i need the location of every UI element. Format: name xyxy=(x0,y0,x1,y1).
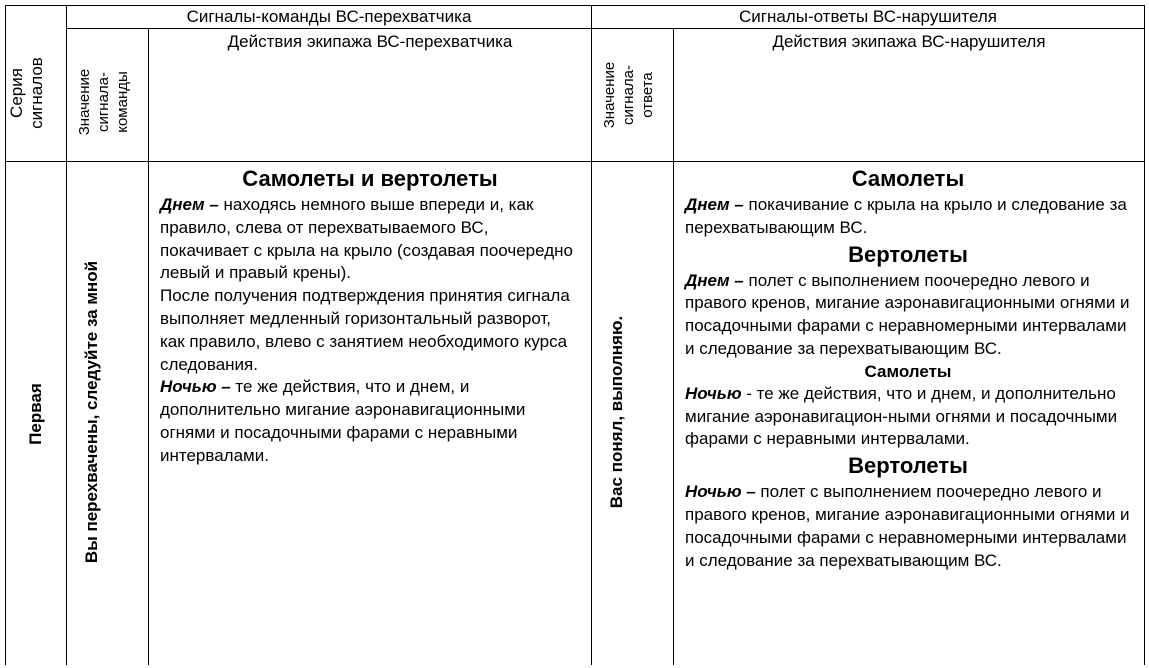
header-right-group: Сигналы-ответы ВС-нарушителя xyxy=(738,7,997,26)
header-bottom-line xyxy=(5,161,1145,162)
violator-heli-night-paragraph xyxy=(685,481,1131,572)
violator-planes-night-text: - те же действия, что и днем, и дополнительно мигание аэронавигацион-ными огнями и посадочными фарами с неравными интервалами. xyxy=(685,383,1118,449)
header-subline xyxy=(66,28,1144,29)
header-series xyxy=(7,28,63,158)
violator-heli-day-text: полет с выполнением поочередно левого и правого кренов, мигание аэронавигационными огнями и посадочными фарами с неравномерными интервалами и следование за перехватывающим ВС. xyxy=(685,270,1130,358)
violator-planes-day-text: покачивание с крыла на крыло и следование за перехватывающим ВС. xyxy=(685,195,1127,237)
header-resp-line2: сигнала- xyxy=(620,64,637,126)
interceptor-actions-cell xyxy=(160,164,580,468)
header-interceptor-actions: Действия экипажа ВС-перехватчика xyxy=(227,32,513,51)
violator-heading-planes: Самолеты xyxy=(851,166,965,191)
violator-planes-night-label: Ночью xyxy=(685,383,742,403)
interceptor-night-label: Ночью – xyxy=(160,377,231,397)
col-line-1 xyxy=(66,5,67,665)
violator-heli-day-label: Днем – xyxy=(685,270,744,290)
border-left xyxy=(5,5,6,665)
header-left-group: Сигналы-команды ВС-перехватчика xyxy=(186,7,472,26)
violator-heading-heli-night: Вертолеты xyxy=(848,453,968,479)
interceptor-night-text: те же действия, что и днем, и дополнительно мигание аэронавигационными огнями и посадочными фарами с неравными интервалами. xyxy=(160,377,526,465)
command-meaning: Вы перехвачены, следуйте за мной xyxy=(82,260,101,564)
header-series-line2: сигналов xyxy=(27,57,46,129)
header-violator-actions: Действия экипажа ВС-нарушителя xyxy=(772,32,1046,51)
header-response-meaning xyxy=(600,35,664,155)
header-resp-line1: Значение xyxy=(601,61,618,129)
interceptor-day-label: Днем – xyxy=(160,195,219,214)
response-meaning: Вас понял, выполняю. xyxy=(607,315,626,509)
interceptor-night-paragraph xyxy=(160,376,580,467)
violator-planes-night-paragraph xyxy=(685,383,1131,451)
header-resp-line3: ответа xyxy=(639,72,656,118)
header-cmd-line2: сигнала- xyxy=(95,71,112,133)
violator-heading-heli: Вертолеты xyxy=(848,241,968,267)
interceptor-after-text: После получения подтверждения принятия сигнала выполняет медленный горизонтальный разворот, как правило, влево с занятием необходимого курса следования. xyxy=(160,286,570,374)
header-command-meaning xyxy=(75,42,139,162)
header-cmd-line1: Значение xyxy=(76,68,93,136)
violator-heli-day-paragraph xyxy=(685,270,1131,361)
border-right xyxy=(1144,5,1145,665)
interceptor-day-text: находясь немного выше впереди и, как правило, слева от перехватываемого ВС, покачивает с крыла на крыло (создавая поочередно левый и правый крены). xyxy=(160,195,573,283)
col-line-2 xyxy=(148,28,149,665)
violator-actions-cell xyxy=(685,164,1131,572)
series-value: Первая xyxy=(26,383,45,445)
interceptor-heading: Самолеты и вертолеты xyxy=(242,166,498,191)
col-line-3 xyxy=(591,5,592,665)
interceptor-day-paragraph xyxy=(160,194,580,285)
violator-heli-night-text: полет с выполнением поочередно левого и правого кренов, мигание аэронавигационными огнями и посадочными фарами с неравномерными интервалами и следование за перехватывающим ВС. xyxy=(685,482,1130,570)
violator-heading-planes-night: Самолеты xyxy=(864,361,952,381)
violator-heli-night-label: Ночью – xyxy=(685,482,756,502)
header-cmd-line3: команды xyxy=(114,71,131,133)
col-line-4 xyxy=(673,28,674,665)
violator-planes-day-paragraph xyxy=(685,194,1131,240)
violator-planes-day-label: Днем – xyxy=(685,195,744,214)
header-series-line1: Серия xyxy=(7,68,26,118)
